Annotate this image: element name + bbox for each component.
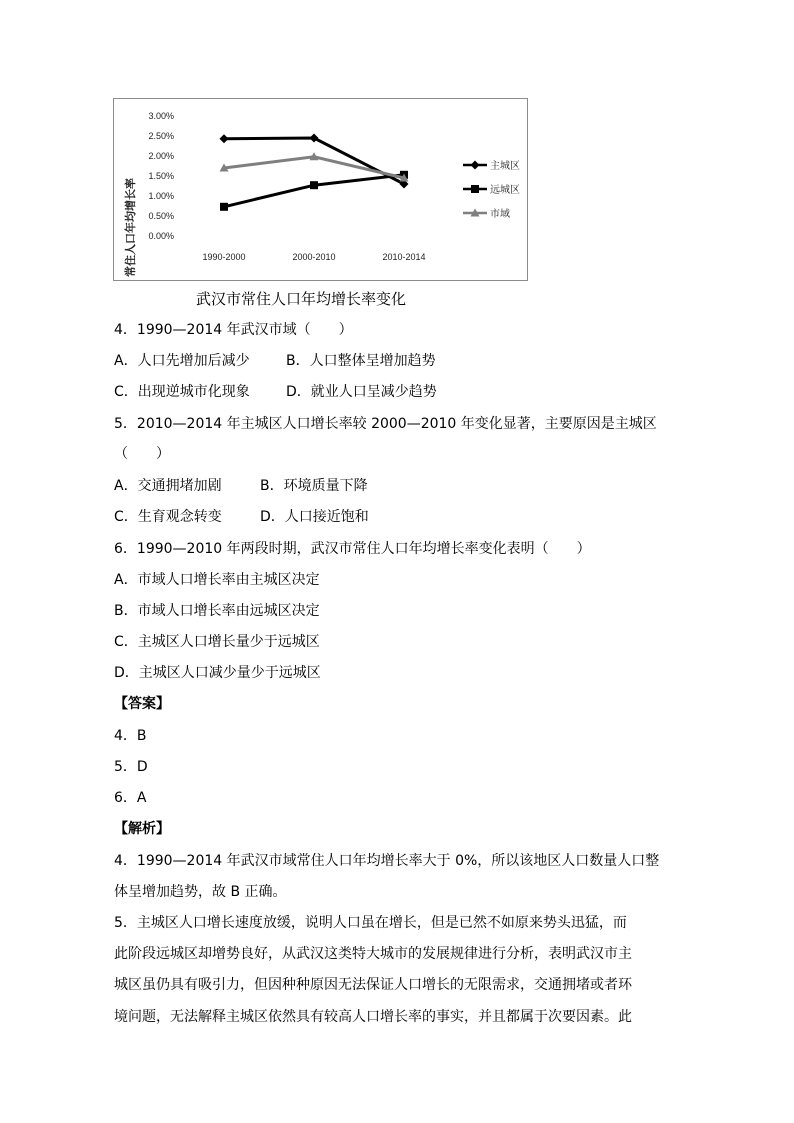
y-axis-label xyxy=(123,178,137,277)
q5-option-a: A．交通拥堵加剧 xyxy=(114,478,222,494)
y-tick-label: 0.50% xyxy=(148,211,174,221)
answer-4: 4．B xyxy=(114,728,147,744)
answer-heading: 【答案】 xyxy=(114,696,170,712)
q4-options-row2 xyxy=(114,382,437,402)
data-point xyxy=(220,134,229,143)
analysis-5-line2: 此阶段远城区却增势良好，从武汉这类特大城市的发展规律进行分析，表明武汉市主 xyxy=(114,946,632,962)
y-tick-label: 0.00% xyxy=(148,231,174,241)
q4-option-b: B．人口整体呈增加趋势 xyxy=(286,353,436,369)
analysis-heading: 【解析】 xyxy=(114,821,170,837)
legend-label: 主城区 xyxy=(490,161,520,172)
q4-stem: 4．1990—2014 年武汉市域（ ） xyxy=(114,322,353,338)
y-tick-label: 3.00% xyxy=(148,111,174,121)
chart-caption: 武汉市常住人口年均增长率变化 xyxy=(196,290,407,308)
q6-option-c: C．主城区人口增长量少于远城区 xyxy=(114,634,320,650)
x-tick-label: 2000-2010 xyxy=(292,252,336,262)
line-chart xyxy=(113,98,528,281)
q5-stem-line1: 5．2010—2014 年主城区人口增长率较 2000—2010 年变化显著，主要原因是主城区 xyxy=(114,416,657,432)
y-tick-label: 1.50% xyxy=(148,171,174,181)
q4-option-a: A．人口先增加后减少 xyxy=(114,353,250,369)
analysis-4-line1: 4．1990—2014 年武汉市域常住人口年均增长率大于 0%，所以该地区人口数量人口整 xyxy=(114,853,660,869)
q5-options-row1 xyxy=(114,476,368,496)
q4-option-d: D．就业人口呈减少趋势 xyxy=(286,384,437,400)
q5-stem-line2: （ ） xyxy=(114,446,170,462)
x-tick-label: 2010-2014 xyxy=(382,252,426,262)
data-point xyxy=(310,181,318,189)
analysis-5-line4: 境问题，无法解释主城区依然具有较高人口增长率的事实，并且都属于次要因素。此 xyxy=(114,1009,632,1025)
answer-5: 5．D xyxy=(114,759,148,775)
legend-label: 市域 xyxy=(490,209,510,220)
chart-svg xyxy=(114,99,527,280)
analysis-5-line3: 城区虽仍具有吸引力，但因种种原因无法保证人口增长的无限需求，交通拥堵或者环 xyxy=(114,977,632,993)
legend-label: 远城区 xyxy=(490,185,520,196)
analysis-5-line1: 5．主城区人口增长速度放缓，说明人口虽在增长，但是已然不如原来势头迅猛，而 xyxy=(114,915,627,931)
q4-option-c: C．出现逆城市化现象 xyxy=(114,384,250,400)
q6-option-a: A．市域人口增长率由主城区决定 xyxy=(114,572,320,588)
q6-option-d: D．主城区人口减少量少于远城区 xyxy=(114,665,321,681)
y-tick-label: 2.50% xyxy=(148,131,174,141)
q4-options-row1 xyxy=(114,351,436,371)
data-point xyxy=(220,203,228,211)
y-tick-label: 1.00% xyxy=(148,191,174,201)
q6-stem: 6．1990—2010 年两段时期，武汉市常住人口年均增长率变化表明（ ） xyxy=(114,541,591,557)
q5-option-c: C．生育观念转变 xyxy=(114,509,222,525)
answer-6: 6．A xyxy=(114,790,147,806)
q5-option-b: B．环境质量下降 xyxy=(260,478,368,494)
y-tick-label: 2.00% xyxy=(148,151,174,161)
q5-option-d: D．人口接近饱和 xyxy=(260,509,369,525)
y-axis-title: 常住人口年均增长率 xyxy=(124,178,137,277)
x-tick-label: 1990-2000 xyxy=(202,252,246,262)
q5-options-row2 xyxy=(114,507,369,527)
legend-marker xyxy=(471,185,479,193)
legend-marker xyxy=(471,161,480,170)
series-line xyxy=(224,175,404,207)
analysis-4-line2: 体呈增加趋势，故 B 正确。 xyxy=(114,884,287,900)
q6-option-b: B．市域人口增长率由远城区决定 xyxy=(114,603,320,619)
